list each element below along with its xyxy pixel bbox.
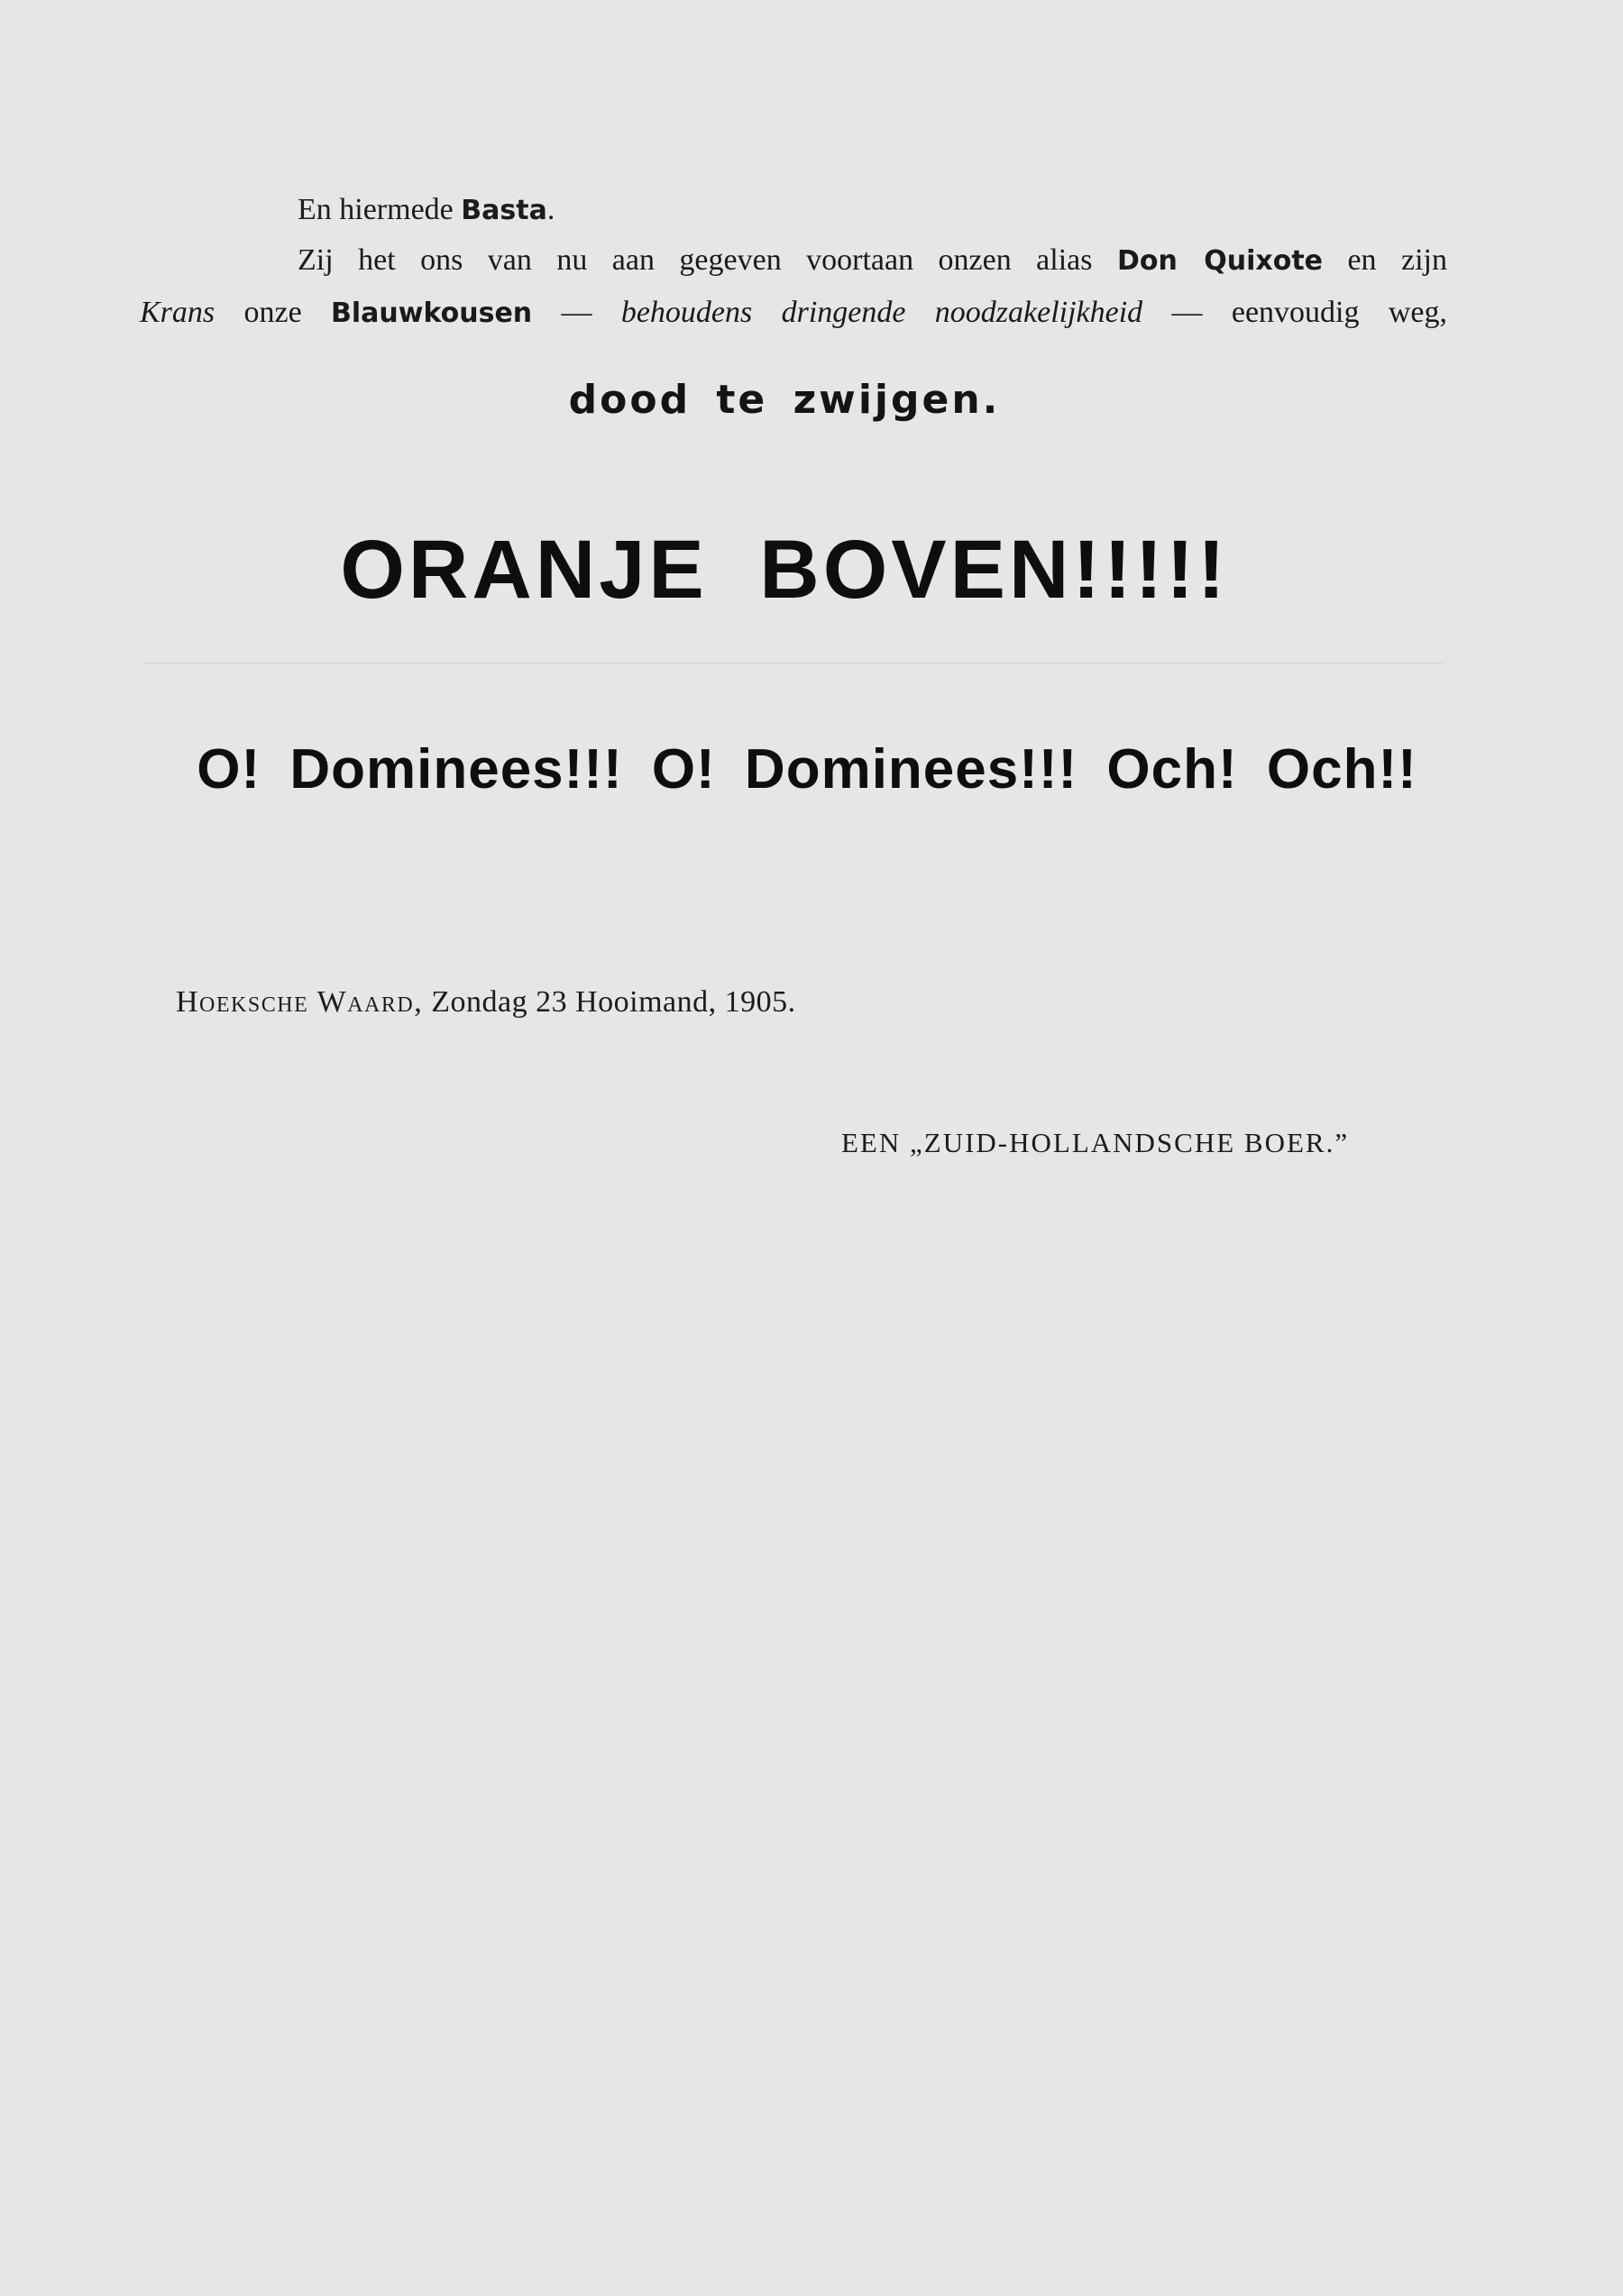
headline-oranje-boven: ORANJE BOVEN!!!!! (340, 524, 1229, 616)
italic-krans: Krans (140, 296, 215, 329)
signature: EEN „ZUID-HOLLANDSCHE BOER.” (841, 1127, 1350, 1158)
line-don-quixote (298, 242, 1447, 279)
italic-behoudens: behoudens dringende noodzakelijkheid (620, 296, 1143, 329)
line3-dash1: — (561, 296, 592, 329)
place-date-line (176, 984, 796, 1020)
line3-dash2: — (1171, 296, 1203, 329)
date-text: Zondag 23 Hooimand, 1905. (431, 985, 796, 1019)
line-basta-suffix: . (546, 193, 555, 226)
headline-dood-te-zwijgen: dood te zwijgen. (568, 377, 1001, 423)
line-basta-prefix: En hiermede (298, 193, 454, 226)
line-basta (298, 192, 555, 229)
bold-blauwkousen: Blauwkousen (331, 297, 533, 329)
bold-basta: Basta (461, 195, 547, 226)
line2-suffix: en zijn (1347, 243, 1447, 277)
headline-dominees: O! Dominees!!! O! Dominees!!! Och! Och!! (197, 738, 1417, 800)
line-blauwkousen (140, 295, 1447, 332)
line3-text2: eenvoudig weg, (1231, 296, 1447, 329)
line3-text1: onze (243, 296, 302, 329)
place-name: Hoeksche Waard, (176, 985, 424, 1019)
bold-don-quixote: Don Quixote (1116, 245, 1324, 277)
line2-prefix: Zij het ons van nu aan gegeven voortaan onzen alias (298, 243, 1093, 277)
bleed-through-line (144, 663, 1443, 664)
